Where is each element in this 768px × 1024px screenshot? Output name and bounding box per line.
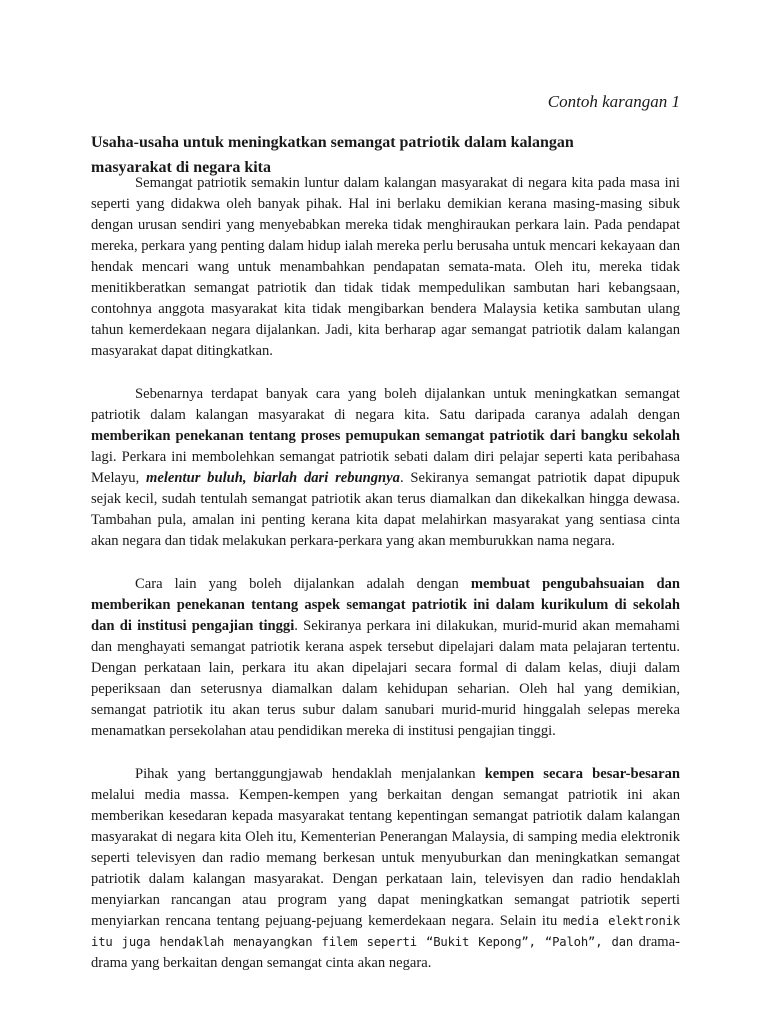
- paragraph-point-1: [91, 384, 680, 552]
- paragraph-text: Sebenarnya terdapat banyak cara yang boleh dijalankan untuk meningkatkan semangat patriotik dalam kalangan masyarakat di negara kita. Satu daripada caranya adalah dengan: [91, 386, 680, 423]
- key-point-text: membuat pengubahsuaian dan memberikan penekanan tentang aspek semangat patriotik ini dalam kurikulum di sekolah dan di institusi pengajian tinggi: [91, 576, 680, 634]
- paragraph-text: . Sekiranya perkara ini dilakukan, murid-murid akan memahami dan menghayati semangat patriotik kerana aspek tersebut dipelajari dalam mata pelajaran tertentu. Dengan perkataan lain, perkara itu akan dipelajari secara formal di dalam kelas, diuji dalam peperiksaan dan seterusnya diamalkan dalam kehidupan seharian. Oleh hal yang demikian, semangat patriotik itu akan terus subur dalam sanubari murid-murid hinggalah selepas mereka menamatkan persekolahan atau pendidikan mereka di institusi pengajian tinggi.: [91, 618, 680, 739]
- paragraph-introduction: [91, 173, 680, 362]
- proverb-text: melentur buluh, biarlah dari rebungnya: [146, 470, 400, 486]
- paragraph-text: melalui media massa. Kempen-kempen yang berkaitan dengan semangat patriotik ini akan memberikan kesedaran kepada masyarakat tentang kepentingan semangat patriotik dalam kalangan masyarakat di negara kita Oleh itu, Kementerian Penerangan Malaysia, di samping media elektronik seperti televisyen dan radio memang berkesan untuk menyuburkan dan meningkatkan semangat patriotik dalam kalangan masyarakat. Dengan perkataan lain, televisyen dan radio hendaklah menyiarkan rancangan atau program yang dapat meningkatkan semangat patriotik seperti menyiarkan rencana tentang pejuang-pejuang kemerdekaan negara. Selain itu: [91, 787, 680, 929]
- paragraph-text: Cara lain yang boleh dijalankan adalah dengan: [135, 576, 471, 592]
- paragraph-text: drama-drama yang berkaitan dengan semangat cinta akan negara.: [91, 934, 680, 971]
- paragraph-text: lagi. Perkara ini membolehkan semangat patriotik sebati dalam diri pelajar seperti kata peribahasa Melayu,: [91, 449, 680, 486]
- key-point-text: kempen secara besar-besaran: [484, 766, 680, 782]
- paragraph-point-2: [91, 574, 680, 742]
- essay-body: [91, 173, 680, 996]
- paragraph-point-3: [91, 764, 680, 974]
- document-subtitle: Contoh karangan 1: [547, 92, 680, 111]
- paragraph-text: Pihak yang bertanggungjawab hendaklah menjalankan: [135, 766, 485, 782]
- essay-title: Usaha-usaha untuk meningkatkan semangat patriotik dalam kalangan masyarakat di negara kita: [91, 134, 574, 176]
- paragraph-text: Semangat patriotik semakin luntur dalam kalangan masyarakat di negara kita pada masa ini seperti yang didakwa oleh banyak pihak. Hal ini berlaku demikian kerana masing-masing sibuk dengan urusan sendiri yang menyebabkan mereka tidak menghiraukan perkara lain. Pada pendapat mereka, perkara yang penting dalam hidup ialah mereka perlu berusaha untuk mencari kekayaan dan hendak mencari wang untuk menambahkan pendapatan semata-mata. Oleh itu, mereka tidak menitikberatkan semangat patriotik dan tidak tidak mempedulikan sambutan hari kebangsaan, contohnya anggota masyarakat kita tidak mengibarkan bendera Malaysia ketika sambutan ulang tahun kemerdekaan negara dijalankan. Jadi, kita berharap agar semangat patriotik dalam kalangan masyarakat dapat ditingkatkan.: [91, 175, 680, 359]
- key-point-text: memberikan penekanan tentang proses pemupukan semangat patriotik dari bangku sekolah: [91, 428, 680, 444]
- paragraph-text: . Sekiranya semangat patriotik dapat dipupuk sejak kecil, sudah tentulah semangat patriotik akan terus diamalkan dan dikekalkan hingga dewasa. Tambahan pula, amalan ini penting kerana kita dapat melahirkan masyarakat yang sentiasa cinta akan negara dan tidak melakukan perkara-perkara yang akan memburukkan nama negara.: [91, 470, 680, 549]
- monospace-text: media elektronik itu juga hendaklah menayangkan filem seperti “Bukit Kepong”, “Paloh”, dan: [91, 914, 680, 949]
